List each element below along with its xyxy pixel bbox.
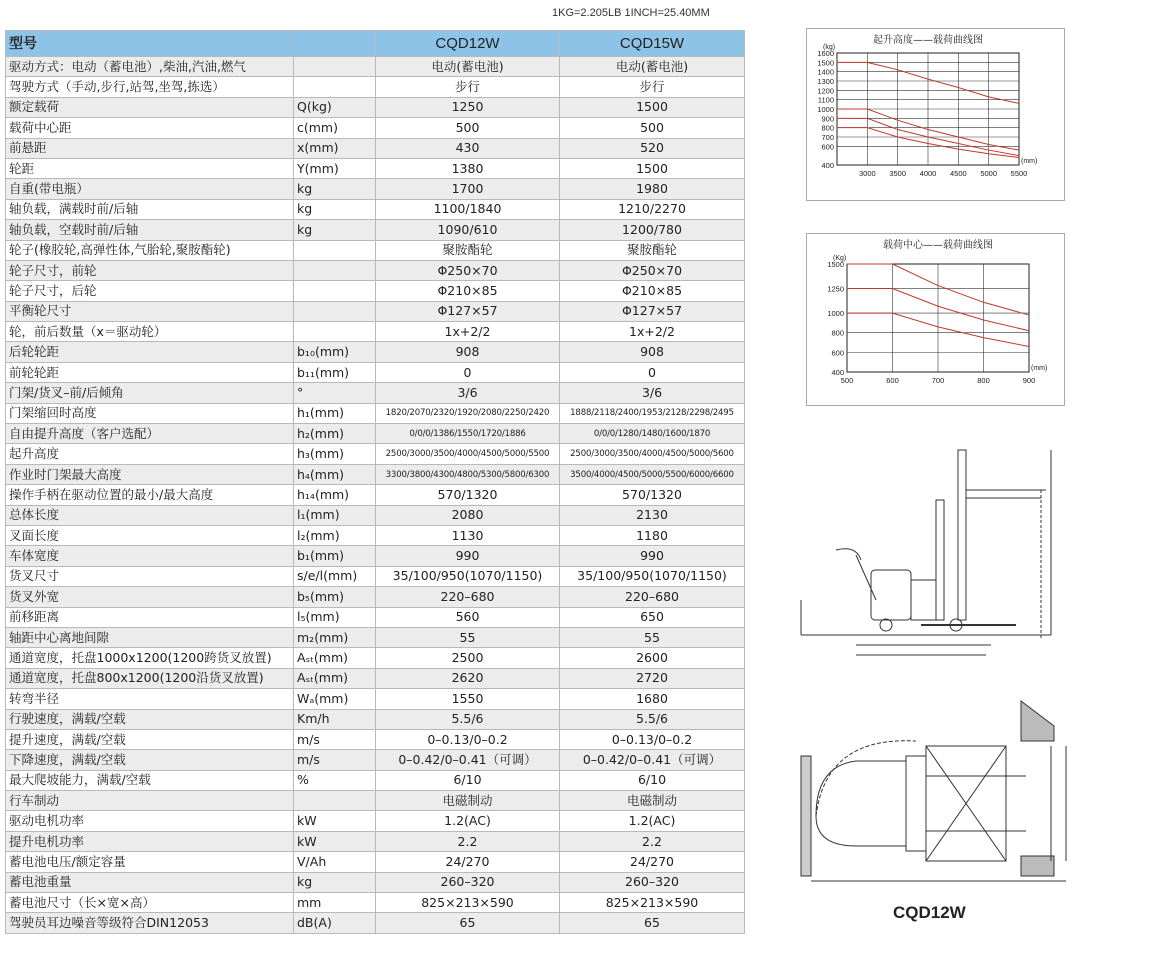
table-row (6, 648, 745, 668)
spec-value-model-1: 聚胺酯轮 (376, 240, 560, 260)
table-row (6, 322, 745, 342)
spec-label: 车体宽度 (6, 546, 294, 566)
x-tick-label: 3500 (889, 169, 907, 178)
spec-label: 下降速度，满载/空载 (6, 750, 294, 770)
spec-label: 驱动电机功率 (6, 811, 294, 831)
spec-unit: x(mm) (294, 138, 376, 158)
spec-value-model-2: 2720 (560, 668, 745, 688)
spec-value-model-1: 5.5/6 (376, 709, 560, 729)
spec-value-model-1: 1250 (376, 97, 560, 117)
spec-value-model-2: 55 (560, 627, 745, 647)
spec-value-model-2: 1200/780 (560, 220, 745, 240)
spec-label: 轮子尺寸，后轮 (6, 281, 294, 301)
y-tick-label: 1250 (827, 284, 844, 294)
spec-unit: l₅(mm) (294, 607, 376, 627)
y-tick-label: 1300 (817, 77, 834, 86)
y-axis-label: (kg) (823, 44, 836, 51)
header-unit (294, 31, 376, 57)
spec-value-model-2: 35/100/950(1070/1150) (560, 566, 745, 586)
spec-label: 转弯半径 (6, 689, 294, 709)
table-row (6, 811, 745, 831)
table-row (6, 342, 745, 362)
table-row (6, 240, 745, 260)
turning-radius-arc (816, 741, 916, 816)
table-row (6, 770, 745, 790)
x-tick-label: 600 (886, 376, 899, 385)
spec-value-model-2: 908 (560, 342, 745, 362)
spec-value-model-1: 2500 (376, 648, 560, 668)
side-view-drawing (796, 440, 1066, 670)
spec-value-model-2: 990 (560, 546, 745, 566)
x-tick-label: 5500 (1010, 169, 1028, 178)
y-tick-label: 400 (831, 368, 844, 377)
spec-unit: kW (294, 811, 376, 831)
table-row (6, 729, 745, 749)
spec-value-model-1: 0–0.13/0–0.2 (376, 729, 560, 749)
rack-bottom-right (1021, 856, 1054, 876)
spec-value-model-2: 1500 (560, 158, 745, 178)
spec-value-model-1: 2620 (376, 668, 560, 688)
spec-unit: mm (294, 893, 376, 913)
spec-label: 载荷中心距 (6, 118, 294, 138)
spec-unit: c(mm) (294, 118, 376, 138)
spec-value-model-1: Φ210×85 (376, 281, 560, 301)
table-row (6, 158, 745, 178)
spec-value-model-2: 825×213×590 (560, 893, 745, 913)
table-row (6, 607, 745, 627)
spec-unit: m₂(mm) (294, 627, 376, 647)
spec-value-model-1: 908 (376, 342, 560, 362)
spec-unit: b₅(mm) (294, 587, 376, 607)
spec-value-model-2: 520 (560, 138, 745, 158)
spec-value-model-1: 1090/610 (376, 220, 560, 240)
spec-value-model-1: 990 (376, 546, 560, 566)
table-row (6, 872, 745, 892)
spec-value-model-1: 1100/1840 (376, 199, 560, 219)
table-row (6, 464, 745, 484)
table-row (6, 750, 745, 770)
table-row (6, 220, 745, 240)
spec-label: 提升电机功率 (6, 831, 294, 851)
table-row (6, 668, 745, 688)
spec-unit: s/e/l(mm) (294, 566, 376, 586)
table-row (6, 546, 745, 566)
y-tick-label: 1500 (817, 58, 834, 68)
spec-unit (294, 791, 376, 811)
header-model-1: CQD12W (376, 31, 560, 57)
mast-inner (936, 500, 944, 620)
table-row (6, 444, 745, 464)
spec-value-model-2: 0–0.13/0–0.2 (560, 729, 745, 749)
x-tick-label: 3000 (858, 169, 876, 178)
spec-value-model-2: 2130 (560, 505, 745, 525)
spec-value-model-2: 1210/2270 (560, 199, 745, 219)
spec-label: 轮，前后数量（x＝驱动轮） (6, 322, 294, 342)
spec-table (5, 30, 745, 934)
spec-value-model-2: 570/1320 (560, 485, 745, 505)
spec-value-model-1: 电磁制动 (376, 791, 560, 811)
battery-box (911, 580, 936, 620)
spec-value-model-2: 2.2 (560, 831, 745, 851)
spec-value-model-1: 2500/3000/3500/4000/4500/5000/5500 (376, 444, 560, 464)
spec-value-model-1: 24/270 (376, 852, 560, 872)
spec-label: 驾驶方式（手动,步行,站驾,坐驾,拣选） (6, 77, 294, 97)
chart-title: 载荷中心——载荷曲线图 (883, 240, 993, 251)
spec-value-model-2: 步行 (560, 77, 745, 97)
spec-unit: Aₛₜ(mm) (294, 648, 376, 668)
x-tick-label: 700 (931, 376, 945, 385)
spec-unit: m/s (294, 750, 376, 770)
spec-unit: h₁₄(mm) (294, 485, 376, 505)
table-row (6, 791, 745, 811)
spec-label: 起升高度 (6, 444, 294, 464)
table-row (6, 301, 745, 321)
x-axis-label: (mm) (1031, 365, 1048, 372)
lift-height-load-chart (807, 29, 1064, 200)
spec-label: 叉面长度 (6, 525, 294, 545)
spec-unit: dB(A) (294, 913, 376, 933)
spec-label: 驾驶员耳边噪音等级符合DIN12053 (6, 913, 294, 933)
y-tick-label: 700 (821, 133, 834, 142)
table-row (6, 913, 745, 933)
spec-value-model-1: 电动(蓄电池) (376, 57, 560, 77)
table-row (6, 709, 745, 729)
spec-value-model-2: Φ127×57 (560, 301, 745, 321)
table-row (6, 97, 745, 117)
y-tick-label: 1600 (817, 49, 834, 58)
spec-value-model-1: 1380 (376, 158, 560, 178)
spec-value-model-2: 1680 (560, 689, 745, 709)
spec-value-model-2: 0/0/0/1280/1480/1600/1870 (560, 424, 745, 444)
spec-unit: b₁₀(mm) (294, 342, 376, 362)
spec-unit (294, 301, 376, 321)
table-row (6, 689, 745, 709)
spec-unit: b₁₁(mm) (294, 362, 376, 382)
spec-value-model-2: 1180 (560, 525, 745, 545)
y-tick-label: 1500 (827, 260, 844, 269)
table-row (6, 77, 745, 97)
table-row (6, 485, 745, 505)
table-row (6, 525, 745, 545)
spec-value-model-2: 聚胺酯轮 (560, 240, 745, 260)
table-row (6, 566, 745, 586)
table-row (6, 403, 745, 423)
spec-label: 总体长度 (6, 505, 294, 525)
spec-value-model-2: 2600 (560, 648, 745, 668)
mast-top-view (906, 756, 926, 851)
rack-top-right (1021, 701, 1054, 741)
header-model-2: CQD15W (560, 31, 745, 57)
drive-wheel (880, 619, 892, 631)
spec-label: 蓄电池重量 (6, 872, 294, 892)
spec-value-model-1: 55 (376, 627, 560, 647)
spec-value-model-2: 电动(蓄电池) (560, 57, 745, 77)
spec-value-model-1: Φ127×57 (376, 301, 560, 321)
spec-value-model-1: 1550 (376, 689, 560, 709)
drawing-model-caption: CQD12W (893, 903, 966, 922)
spec-value-model-1: 560 (376, 607, 560, 627)
table-row (6, 587, 745, 607)
y-tick-label: 1400 (817, 67, 834, 77)
spec-value-model-1: 65 (376, 913, 560, 933)
table-row (6, 362, 745, 382)
spec-value-model-2: 220–680 (560, 587, 745, 607)
spec-label: 轴负载，空载时前/后轴 (6, 220, 294, 240)
y-tick-label: 1100 (817, 95, 834, 105)
spec-label: 通道宽度，托盘800x1200(1200沿货叉放置) (6, 668, 294, 688)
spec-unit: V/Ah (294, 852, 376, 872)
y-tick-label: 900 (821, 114, 834, 124)
y-tick-label: 1200 (817, 86, 834, 96)
unit-conversion-note: 1KG=2.205LB 1INCH=25.40MM (552, 7, 710, 19)
spec-value-model-2: 650 (560, 607, 745, 627)
chart-title: 起升高度——载荷曲线图 (873, 35, 983, 46)
spec-value-model-1: 1820/2070/2320/1920/2080/2250/2420 (376, 403, 560, 423)
y-tick-label: 600 (831, 348, 844, 358)
spec-unit: l₁(mm) (294, 505, 376, 525)
truck-body (871, 570, 911, 620)
spec-value-model-2: 1500 (560, 97, 745, 117)
spec-value-model-1: 260–320 (376, 872, 560, 892)
spec-label: 轴负载，满载时前/后轴 (6, 199, 294, 219)
spec-value-model-2: Φ210×85 (560, 281, 745, 301)
spec-label: 轴距中心离地间隙 (6, 627, 294, 647)
spec-unit: ° (294, 383, 376, 403)
spec-unit: kW (294, 831, 376, 851)
spec-value-model-2: 2500/3000/3500/4000/4500/5000/5600 (560, 444, 745, 464)
spec-label: 蓄电池尺寸（长×宽×高） (6, 893, 294, 913)
spec-value-model-2: 3500/4000/4500/5000/5500/6000/6600 (560, 464, 745, 484)
spec-label: 前轮轮距 (6, 362, 294, 382)
spec-value-model-1: 430 (376, 138, 560, 158)
spec-value-model-1: 0–0.42/0–0.41（可调） (376, 750, 560, 770)
x-tick-label: 4500 (949, 169, 967, 178)
spec-value-model-1: 500 (376, 118, 560, 138)
spec-unit: Wₐ(mm) (294, 689, 376, 709)
table-row (6, 852, 745, 872)
spec-value-model-2: 5.5/6 (560, 709, 745, 729)
spec-label: 最大爬坡能力，满载/空载 (6, 770, 294, 790)
spec-value-model-1: 3/6 (376, 383, 560, 403)
spec-value-model-1: 35/100/950(1070/1150) (376, 566, 560, 586)
table-row (6, 179, 745, 199)
spec-label: 通道宽度，托盘1000x1200(1200跨货叉放置) (6, 648, 294, 668)
spec-value-model-2: 1.2(AC) (560, 811, 745, 831)
spec-value-model-2: 1980 (560, 179, 745, 199)
spec-label: 蓄电池电压/额定容量 (6, 852, 294, 872)
spec-label: 前移距离 (6, 607, 294, 627)
spec-unit (294, 240, 376, 260)
spec-unit: h₂(mm) (294, 424, 376, 444)
spec-label: 自由提升高度（客户选配） (6, 424, 294, 444)
y-tick-label: 400 (821, 161, 834, 170)
top-view-drawing (796, 696, 1076, 896)
spec-unit: % (294, 770, 376, 790)
spec-unit: m/s (294, 729, 376, 749)
table-header-row (6, 31, 745, 57)
y-tick-label: 800 (831, 328, 844, 338)
spec-unit: kg (294, 872, 376, 892)
spec-value-model-2: 1888/2118/2400/1953/2128/2298/2495 (560, 403, 745, 423)
spec-label: 操作手柄在驱动位置的最小/最大高度 (6, 485, 294, 505)
spec-value-model-2: 1x+2/2 (560, 322, 745, 342)
spec-unit (294, 260, 376, 280)
table-row (6, 505, 745, 525)
spec-label: 门架缩回时高度 (6, 403, 294, 423)
y-tick-label: 1000 (817, 105, 834, 114)
spec-value-model-2: 24/270 (560, 852, 745, 872)
spec-label: 后轮轮距 (6, 342, 294, 362)
spec-unit (294, 281, 376, 301)
table-row (6, 383, 745, 403)
spec-value-model-2: 6/10 (560, 770, 745, 790)
x-tick-label: 900 (1022, 376, 1036, 385)
truck-outline (816, 761, 906, 846)
spec-value-model-1: 1130 (376, 525, 560, 545)
spec-label: 货叉尺寸 (6, 566, 294, 586)
spec-unit: kg (294, 179, 376, 199)
spec-unit: b₁(mm) (294, 546, 376, 566)
mast-outer (958, 450, 966, 620)
spec-label: 驱动方式：电动（蓄电池）,柴油,汽油,燃气 (6, 57, 294, 77)
x-tick-label: 500 (840, 376, 854, 385)
spec-unit (294, 77, 376, 97)
spec-label: 平衡轮尺寸 (6, 301, 294, 321)
spec-value-model-2: 65 (560, 913, 745, 933)
spec-value-model-1: 3300/3800/4300/4800/5300/5800/6300 (376, 464, 560, 484)
spec-value-model-1: 825×213×590 (376, 893, 560, 913)
spec-value-model-2: 0 (560, 362, 745, 382)
y-tick-label: 600 (821, 142, 834, 152)
spec-unit: Q(kg) (294, 97, 376, 117)
y-axis-label: (Kg) (833, 255, 847, 262)
spec-value-model-1: 2.2 (376, 831, 560, 851)
spec-unit (294, 57, 376, 77)
spec-unit: Aₛₜ(mm) (294, 668, 376, 688)
spec-unit: h₁(mm) (294, 403, 376, 423)
spec-label: 轮子(橡胶轮,高弹性体,气胎轮,聚胺酯轮) (6, 240, 294, 260)
load-center-load-chart-panel (806, 233, 1065, 406)
spec-unit: Km/h (294, 709, 376, 729)
spec-unit (294, 322, 376, 342)
spec-unit: h₄(mm) (294, 464, 376, 484)
y-tick-label: 800 (821, 123, 834, 133)
x-axis-label: (mm) (1021, 158, 1038, 165)
wall-left (801, 756, 811, 876)
spec-value-model-2: 3/6 (560, 383, 745, 403)
table-row (6, 260, 745, 280)
spec-unit: kg (294, 220, 376, 240)
spec-value-model-1: 步行 (376, 77, 560, 97)
table-row (6, 627, 745, 647)
table-row (6, 831, 745, 851)
x-tick-label: 5000 (980, 169, 998, 178)
table-row (6, 424, 745, 444)
lift-height-load-chart-panel (806, 28, 1065, 201)
table-row (6, 118, 745, 138)
spec-label: 轮距 (6, 158, 294, 178)
table-row (6, 199, 745, 219)
spec-label: 前悬距 (6, 138, 294, 158)
spec-label: 轮子尺寸，前轮 (6, 260, 294, 280)
spec-label: 行车制动 (6, 791, 294, 811)
spec-value-model-1: 0 (376, 362, 560, 382)
spec-value-model-1: Φ250×70 (376, 260, 560, 280)
x-tick-label: 4000 (919, 169, 937, 178)
table-row (6, 893, 745, 913)
spec-unit: l₂(mm) (294, 525, 376, 545)
spec-value-model-2: Φ250×70 (560, 260, 745, 280)
spec-unit: h₃(mm) (294, 444, 376, 464)
table-row (6, 57, 745, 77)
spec-label: 额定载荷 (6, 97, 294, 117)
spec-value-model-1: 1.2(AC) (376, 811, 560, 831)
y-tick-label: 1000 (827, 309, 844, 319)
spec-value-model-2: 500 (560, 118, 745, 138)
spec-label: 货叉外宽 (6, 587, 294, 607)
spec-value-model-1: 6/10 (376, 770, 560, 790)
spec-unit: Y(mm) (294, 158, 376, 178)
spec-value-model-2: 260–320 (560, 872, 745, 892)
spec-value-model-2: 电磁制动 (560, 791, 745, 811)
spec-value-model-1: 0/0/0/1386/1550/1720/1886 (376, 424, 560, 444)
spec-value-model-1: 1700 (376, 179, 560, 199)
spec-label: 作业时门架最大高度 (6, 464, 294, 484)
table-row (6, 138, 745, 158)
spec-label: 行驶速度，满载/空载 (6, 709, 294, 729)
spec-unit: kg (294, 199, 376, 219)
spec-label: 提升速度，满载/空载 (6, 729, 294, 749)
spec-label: 门架/货叉–前/后倾角 (6, 383, 294, 403)
table-row (6, 281, 745, 301)
spec-value-model-1: 2080 (376, 505, 560, 525)
header-label: 型号 (6, 31, 294, 57)
tiller-arm (856, 555, 876, 600)
spec-value-model-1: 570/1320 (376, 485, 560, 505)
x-tick-label: 800 (977, 376, 990, 385)
spec-value-model-1: 1x+2/2 (376, 322, 560, 342)
load-center-load-chart (807, 234, 1064, 405)
spec-value-model-2: 0–0.42/0–0.41（可调） (560, 750, 745, 770)
spec-label: 自重(带电瓶） (6, 179, 294, 199)
spec-value-model-1: 220–680 (376, 587, 560, 607)
